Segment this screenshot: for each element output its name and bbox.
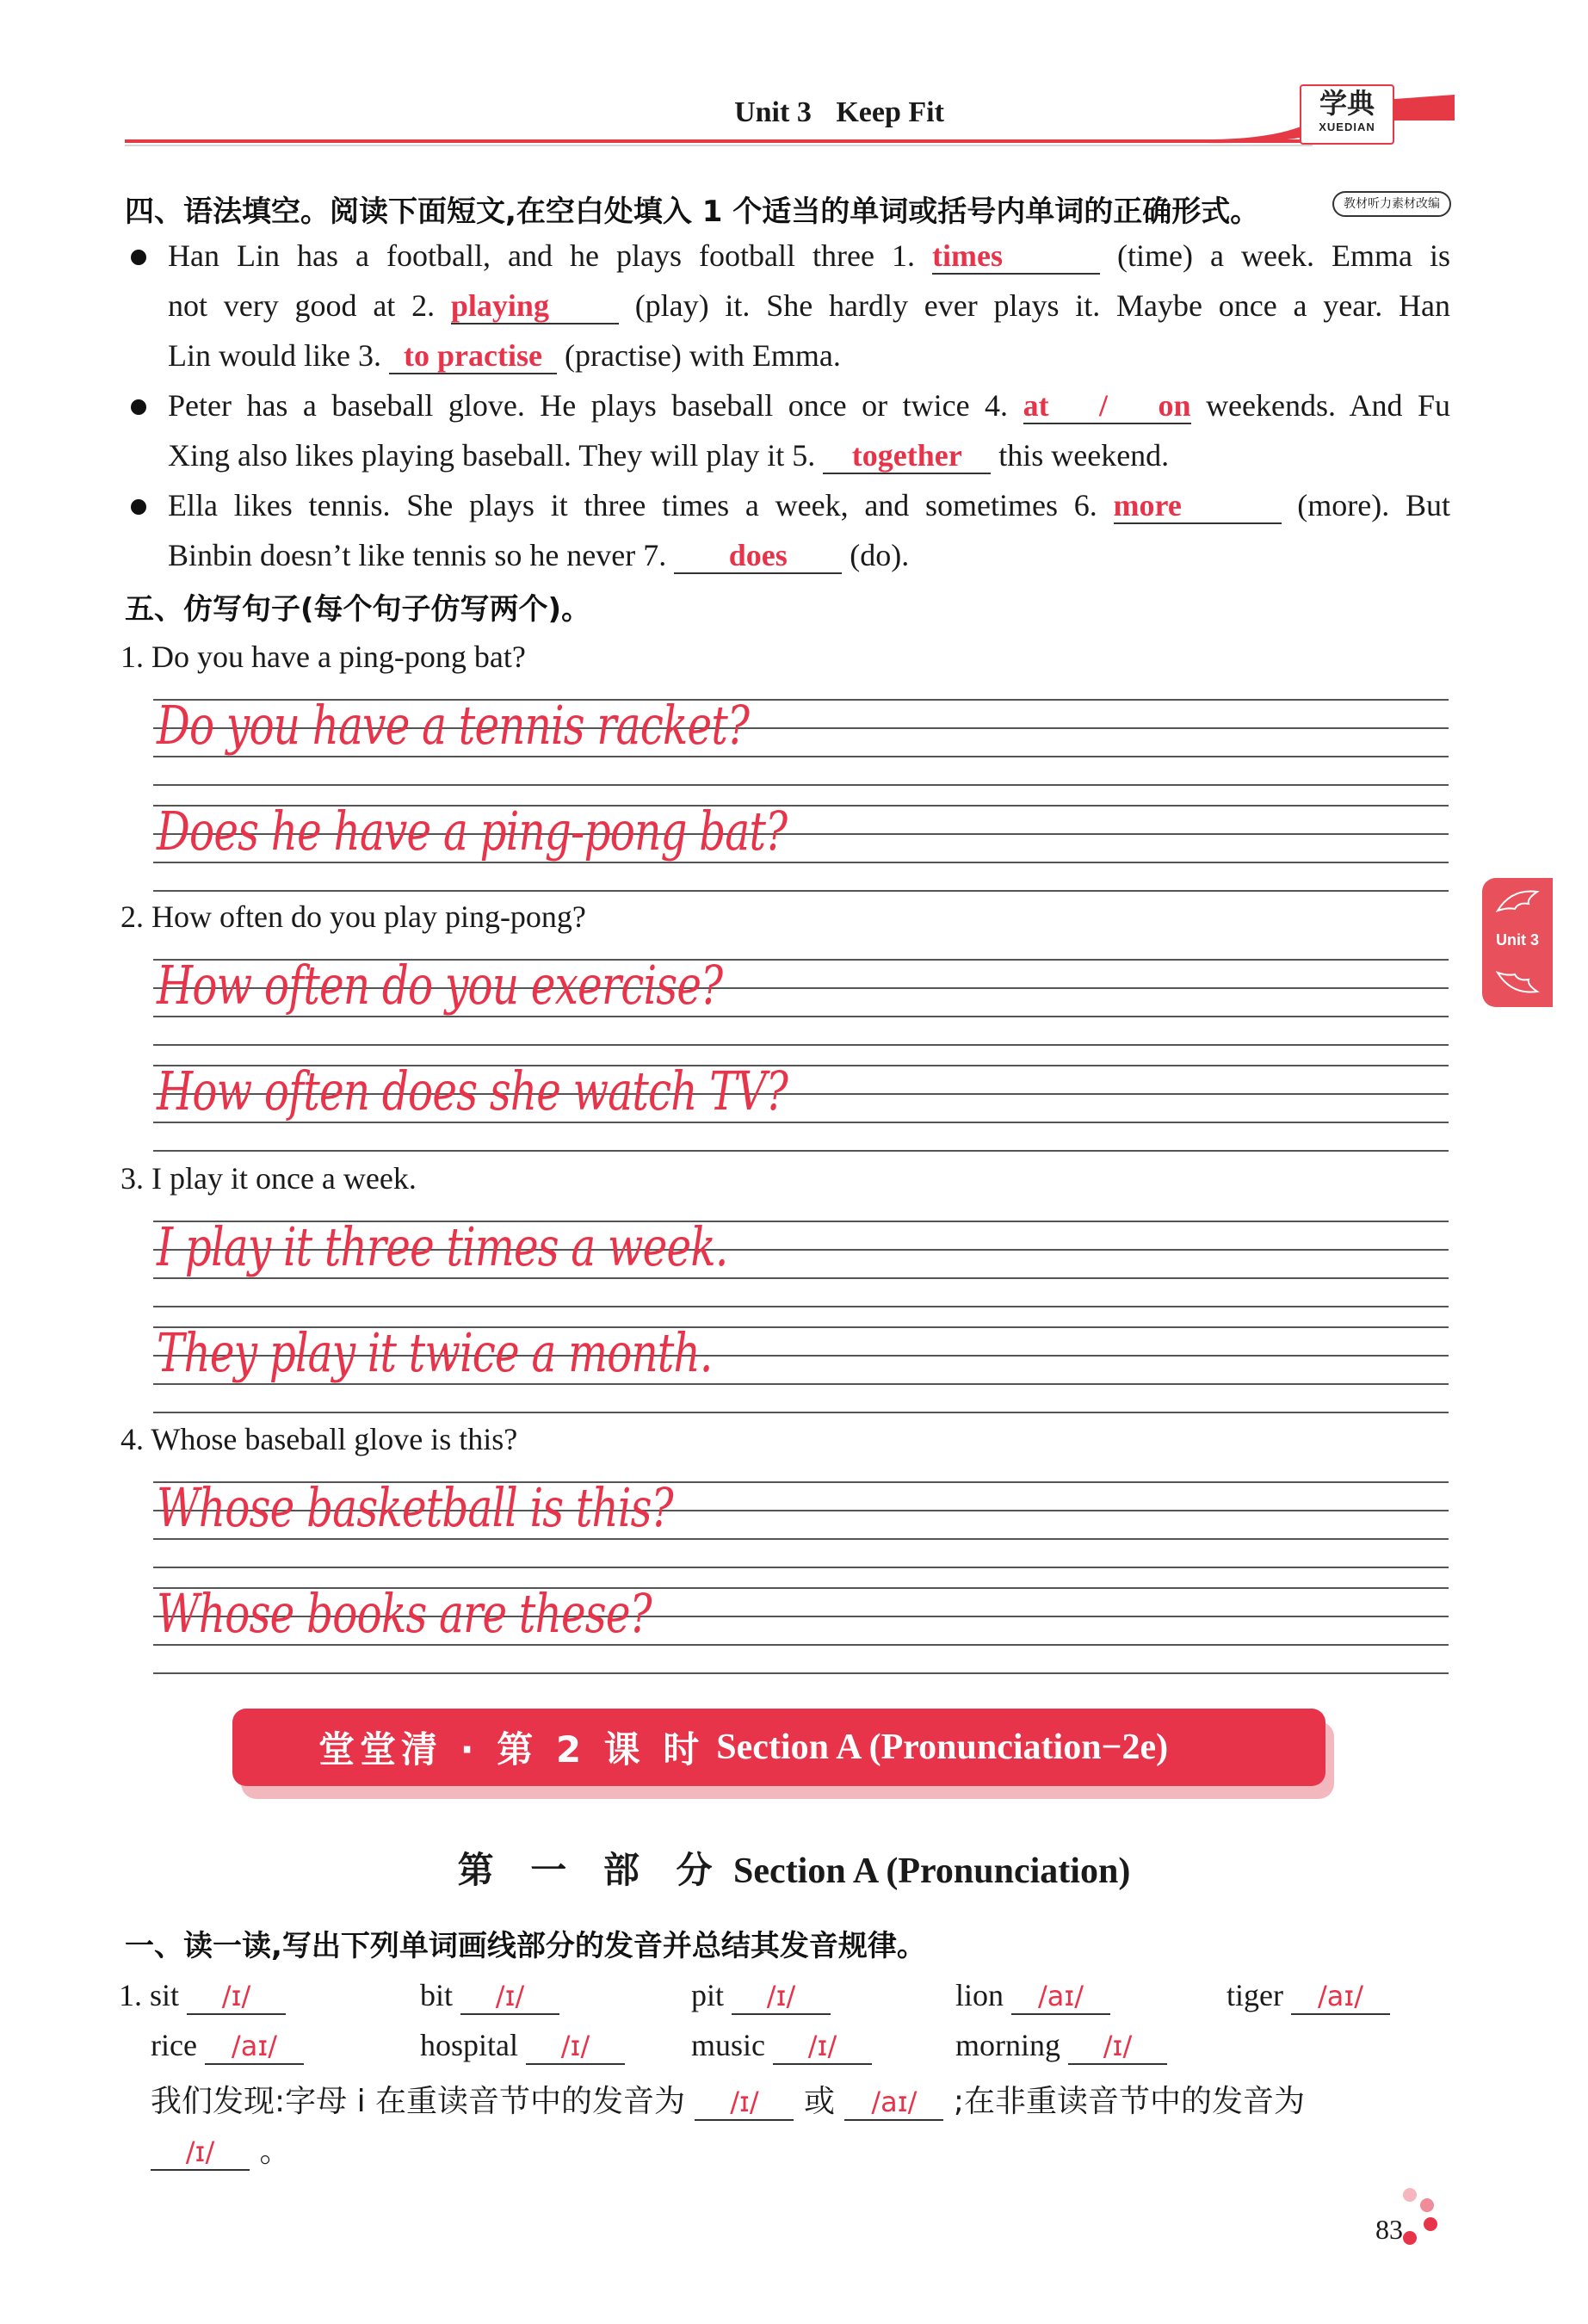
p1-line-1: Han Lin has a football, and he plays football three 1. times (time) a week. Emma is xyxy=(168,238,1451,273)
brand-logo-cn: 学典 xyxy=(1319,87,1375,120)
bullet-2 xyxy=(131,399,146,415)
word-item: morning /ɪ/ xyxy=(955,2027,1167,2065)
answer-7: does xyxy=(674,538,842,574)
part-title-en: Section A (Pronunciation) xyxy=(733,1851,1131,1891)
banner-en: Section A (Pronunciation−2e) xyxy=(716,1728,1169,1767)
answer-4a: Whose basketball is this? xyxy=(157,1476,673,1539)
word-item: bit /ɪ/ xyxy=(420,1977,559,2015)
p1-line-3: Lin would like 3. to practise (practise) with Emma. xyxy=(168,338,841,373)
section-5-heading: 五、仿写句子(每个句子仿写两个)。 xyxy=(125,592,591,627)
prompt-4: 4. Whose baseball glove is this? xyxy=(120,1422,518,1456)
p2-line-2: Xing also likes playing baseball. They will play it 5. together this weekend. xyxy=(168,438,1170,473)
wing-bottom-icon xyxy=(1494,964,1541,998)
word-item: 1. sit /ɪ/ xyxy=(119,1977,286,2015)
writing-line xyxy=(153,1306,1449,1307)
word-item: hospital /ɪ/ xyxy=(420,2027,625,2065)
p2-line-1: Peter has a baseball glove. He plays baseball once or twice 4. at / on weekends. And Fu xyxy=(168,388,1451,423)
word-item: tiger /aɪ/ xyxy=(1227,1977,1390,2015)
ipa-answer: /ɪ/ xyxy=(732,1979,831,2015)
ipa-answer: /ɪ/ xyxy=(460,1979,559,2015)
answer-2b: How often does she watch TV? xyxy=(157,1060,788,1122)
writing-line xyxy=(153,1567,1449,1568)
brand-logo-en: XUEDIAN xyxy=(1319,121,1375,133)
ipa-answer: /ɪ/ xyxy=(1068,2029,1167,2065)
writing-line xyxy=(153,1044,1449,1046)
word-item: music /ɪ/ xyxy=(691,2027,872,2065)
answer-3: to practise xyxy=(389,338,557,374)
answer-1b: Does he have a ping-pong bat? xyxy=(157,800,788,862)
answer-4b: Whose books are these? xyxy=(157,1582,652,1645)
unit-side-tab[interactable] xyxy=(1482,878,1553,1007)
answer-5: together xyxy=(823,438,991,474)
page-number: 83 xyxy=(1375,2214,1403,2245)
brand-logo xyxy=(1300,84,1394,145)
header-title: Keep Fit xyxy=(836,96,944,128)
section-1-heading: 一、读一读,写出下列单词画线部分的发音并总结其发音规律。 xyxy=(125,1929,926,1963)
word-item: lion /aɪ/ xyxy=(955,1977,1110,2015)
bullet-3 xyxy=(131,499,146,515)
lesson-banner xyxy=(232,1709,1325,1786)
p3-line-2: Binbin doesn’t like tennis so he never 7. does (do). xyxy=(168,538,910,572)
wing-top-icon xyxy=(1494,885,1541,919)
part-title-cn: 第 一 部 分 xyxy=(457,1849,725,1891)
answer-2a: How often do you exercise? xyxy=(157,954,723,1017)
source-badge: 教材听力素材改编 xyxy=(1332,191,1451,217)
answer-2: playing xyxy=(451,288,619,324)
ipa-answer: /ɪ/ xyxy=(526,2029,625,2065)
finding-answer-1: /ɪ/ xyxy=(695,2085,794,2121)
answer-1a: Do you have a tennis racket? xyxy=(157,694,750,757)
bullet-1 xyxy=(131,250,146,265)
word-item: pit /ɪ/ xyxy=(691,1977,831,2015)
writing-line xyxy=(153,1150,1449,1152)
ipa-answer: /aɪ/ xyxy=(1291,1979,1390,2015)
writing-line xyxy=(153,1672,1449,1674)
answer-4: at / on xyxy=(1023,388,1191,423)
answer-3b: They play it twice a month. xyxy=(157,1321,713,1384)
banner-cn: 堂堂清 · 第 2 课 时 xyxy=(318,1728,705,1771)
prompt-1: 1. Do you have a ping-pong bat? xyxy=(120,640,526,674)
prompt-2: 2. How often do you play ping-pong? xyxy=(120,899,586,934)
header-rule-shadow xyxy=(125,145,1313,146)
finding-answer-2: /aɪ/ xyxy=(844,2085,943,2121)
finding-line-1: 我们发现:字母 i 在重读音节中的发音为 /ɪ/ 或 /aɪ/ ;在非重读音节中的发音为 xyxy=(151,2084,1305,2119)
part-title xyxy=(0,1842,1588,1894)
writing-line xyxy=(153,1412,1449,1413)
ipa-answer: /aɪ/ xyxy=(205,2029,304,2065)
p3-line-1: Ella likes tennis. She plays it three times a week, and sometimes 6. more (more). But xyxy=(168,488,1450,522)
section-4-heading: 四、语法填空。阅读下面短文,在空白处填入 1 个适当的单词或括号内单词的正确形式。 xyxy=(125,195,1260,229)
word-item: rice /aɪ/ xyxy=(151,2027,304,2065)
ipa-answer: /aɪ/ xyxy=(1011,1979,1110,2015)
header-unit: Unit 3 xyxy=(734,96,812,128)
answer-3a: I play it three times a week. xyxy=(157,1215,728,1278)
answer-1: times xyxy=(932,238,1100,275)
ipa-answer: /ɪ/ xyxy=(187,1979,286,2015)
finding-line-2: /ɪ/ 。 xyxy=(151,2127,290,2171)
side-tab-label: Unit 3 xyxy=(1495,931,1539,949)
ipa-answer: /ɪ/ xyxy=(773,2029,872,2065)
writing-line xyxy=(153,890,1449,892)
writing-line xyxy=(153,784,1449,786)
answer-6: more xyxy=(1114,488,1282,524)
header-rule xyxy=(125,139,1313,143)
p1-line-2: not very good at 2. playing (play) it. She hardly ever plays it. Maybe once a year. Han xyxy=(168,288,1451,323)
prompt-3: 3. I play it once a week. xyxy=(120,1161,417,1196)
finding-answer-3: /ɪ/ xyxy=(151,2135,250,2171)
